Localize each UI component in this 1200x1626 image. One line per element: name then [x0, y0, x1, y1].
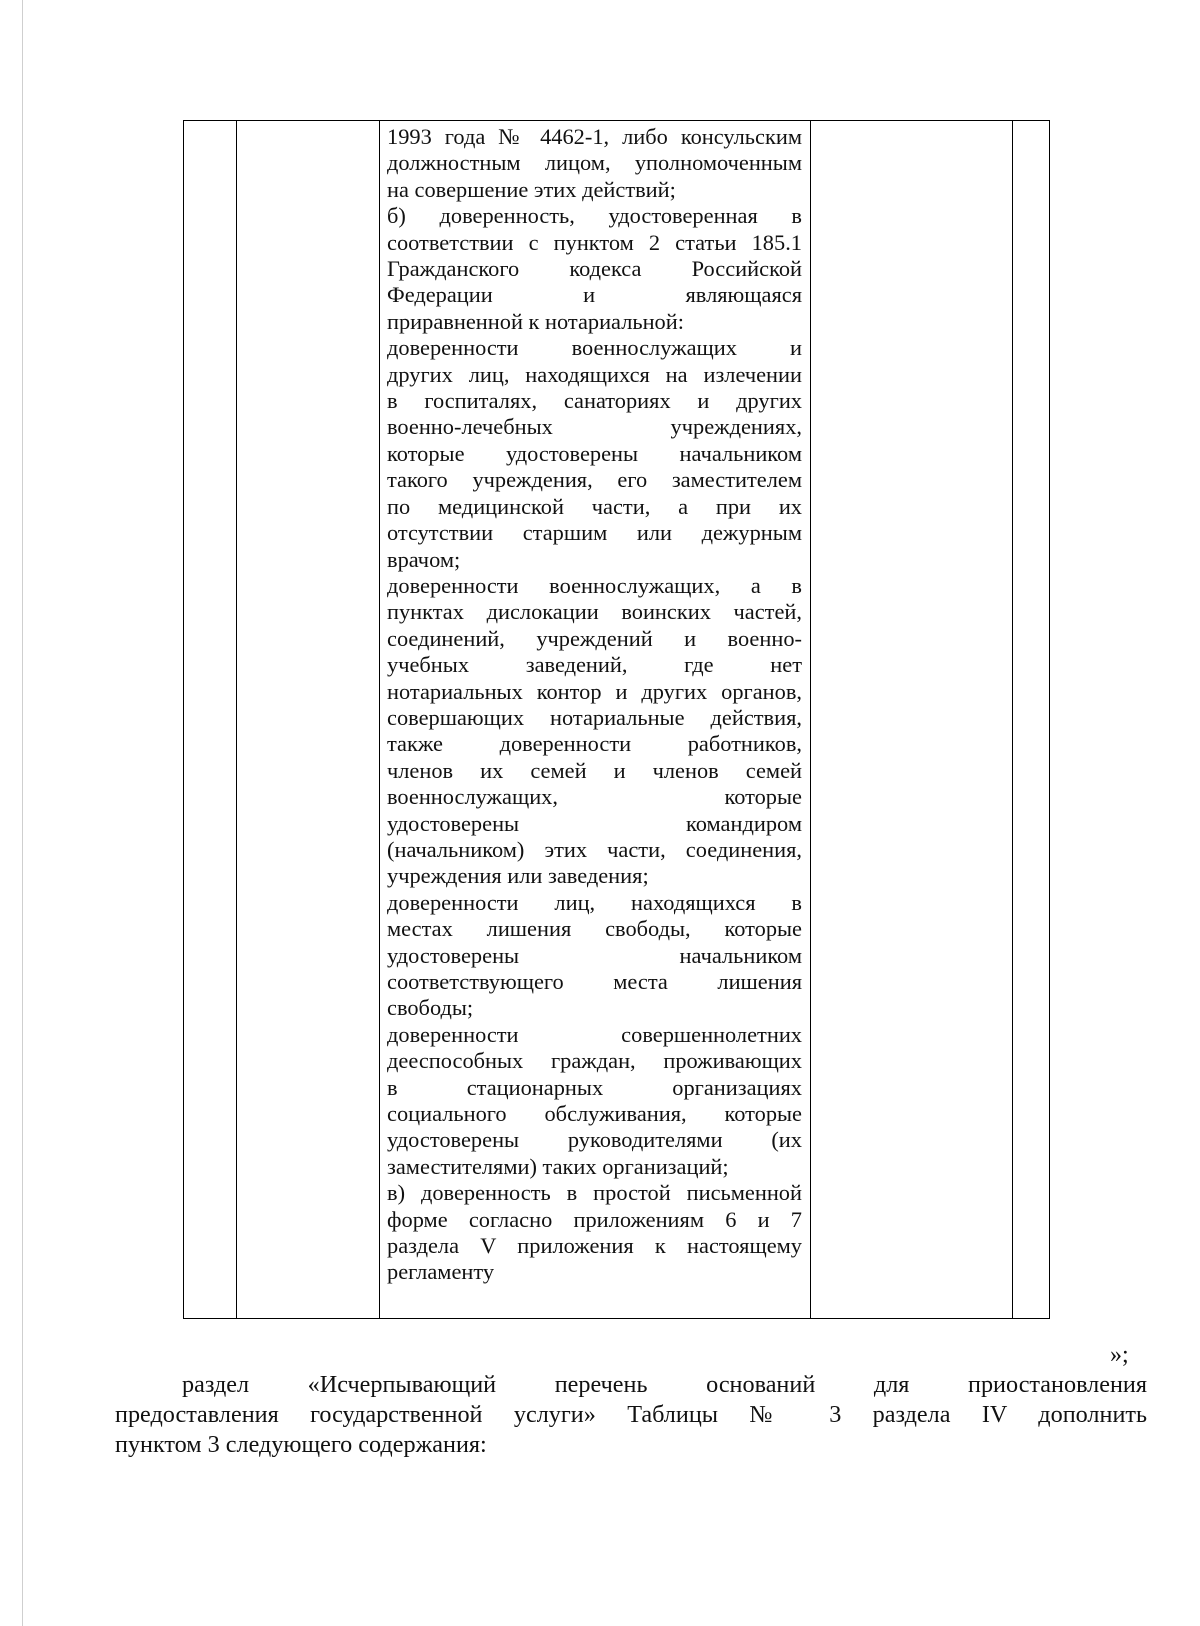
cell-line: (начальником) этих части, соединения,: [387, 836, 802, 862]
cell-line: форме согласно приложениям 6 и 7: [387, 1206, 802, 1232]
cell-line: соответствии с пунктом 2 статьи 185.1: [387, 229, 802, 255]
cell-line: соединений, учреждений и военно-: [387, 625, 802, 651]
body-line-3: пунктом 3 следующего содержания:: [115, 1431, 487, 1458]
scan-edge-line: [22, 0, 23, 1626]
cell-line: доверенности совершеннолетних: [387, 1021, 802, 1047]
cell-line: доверенности военнослужащих, а в: [387, 572, 802, 598]
cell-line: удостоверены начальником: [387, 942, 802, 968]
table-cell-number: [184, 121, 237, 1319]
cell-line: такого учреждения, его заместителем: [387, 467, 802, 493]
cell-line: свободы;: [387, 995, 474, 1021]
cell-line: б) доверенность, удостоверенная в: [387, 203, 802, 229]
cell-text-block: [380, 121, 810, 1286]
cell-line: учебных заведений, где нет: [387, 652, 802, 678]
cell-line: по медицинской части, а при их: [387, 493, 802, 519]
cell-line: 1993 года № 4462-1, либо консульским: [387, 124, 802, 149]
cell-line: членов их семей и членов семей: [387, 757, 802, 783]
table-row: [184, 121, 1050, 1319]
cell-line: военно-лечебных учреждениях,: [387, 414, 802, 440]
cell-line: в госпиталях, санаториях и других: [387, 388, 802, 414]
cell-line: врачом;: [387, 546, 461, 572]
cell-line: военнослужащих, которые: [387, 784, 802, 810]
cell-line: учреждения или заведения;: [387, 863, 649, 889]
cell-line: соответствующего места лишения: [387, 969, 802, 994]
cell-line: удостоверены командиром: [387, 810, 802, 836]
cell-line: также доверенности работников,: [387, 731, 802, 757]
cell-line: пунктах дислокации воинских частей,: [387, 599, 802, 625]
continuation-table: [183, 120, 1050, 1319]
body-paragraph: [115, 1370, 1147, 1460]
cell-line: в) доверенность в простой письменной: [387, 1180, 802, 1206]
cell-line: местах лишения свободы, которые: [387, 916, 802, 942]
cell-line: отсутствии старшим или дежурным: [387, 520, 802, 546]
cell-line: дееспособных граждан, проживающих: [387, 1048, 802, 1074]
table-cell-requirements: [811, 121, 1013, 1319]
cell-line: на совершение этих действий;: [387, 176, 676, 202]
cell-line: заместителями) таких организаций;: [387, 1153, 729, 1179]
cell-line: регламенту: [387, 1259, 495, 1285]
cell-line: которые удостоверены начальником: [387, 440, 802, 466]
cell-line: нотариальных контор и других органов,: [387, 678, 802, 704]
cell-line: других лиц, находящихся на излечении: [387, 361, 802, 387]
body-line-2: предоставления государственной услуги» Таблицы № 3 раздела IV дополнить: [115, 1401, 1147, 1428]
closing-quote: »;: [1110, 1342, 1129, 1368]
cell-line: социального обслуживания, которые: [387, 1101, 802, 1127]
table-cell-documents: [380, 121, 811, 1319]
cell-line: доверенности лиц, находящихся в: [387, 889, 802, 915]
cell-line: в стационарных организациях: [387, 1074, 802, 1100]
table-cell-notes: [1013, 121, 1050, 1319]
cell-line: доверенности военнослужащих и: [387, 335, 802, 361]
table-cell-name: [237, 121, 380, 1319]
cell-line: должностным лицом, уполномоченным: [387, 150, 802, 176]
cell-line: удостоверены руководителями (их: [387, 1127, 802, 1153]
cell-line: раздела V приложения к настоящему: [387, 1233, 802, 1259]
cell-line: Гражданского кодекса Российской: [387, 256, 802, 282]
cell-line: Федерации и являющаяся: [387, 282, 802, 308]
body-line-1: раздел «Исчерпывающий перечень оснований для приостановления: [182, 1371, 1147, 1398]
cell-line: приравненной к нотариальной:: [387, 308, 684, 334]
cell-line: совершающих нотариальные действия,: [387, 704, 802, 730]
